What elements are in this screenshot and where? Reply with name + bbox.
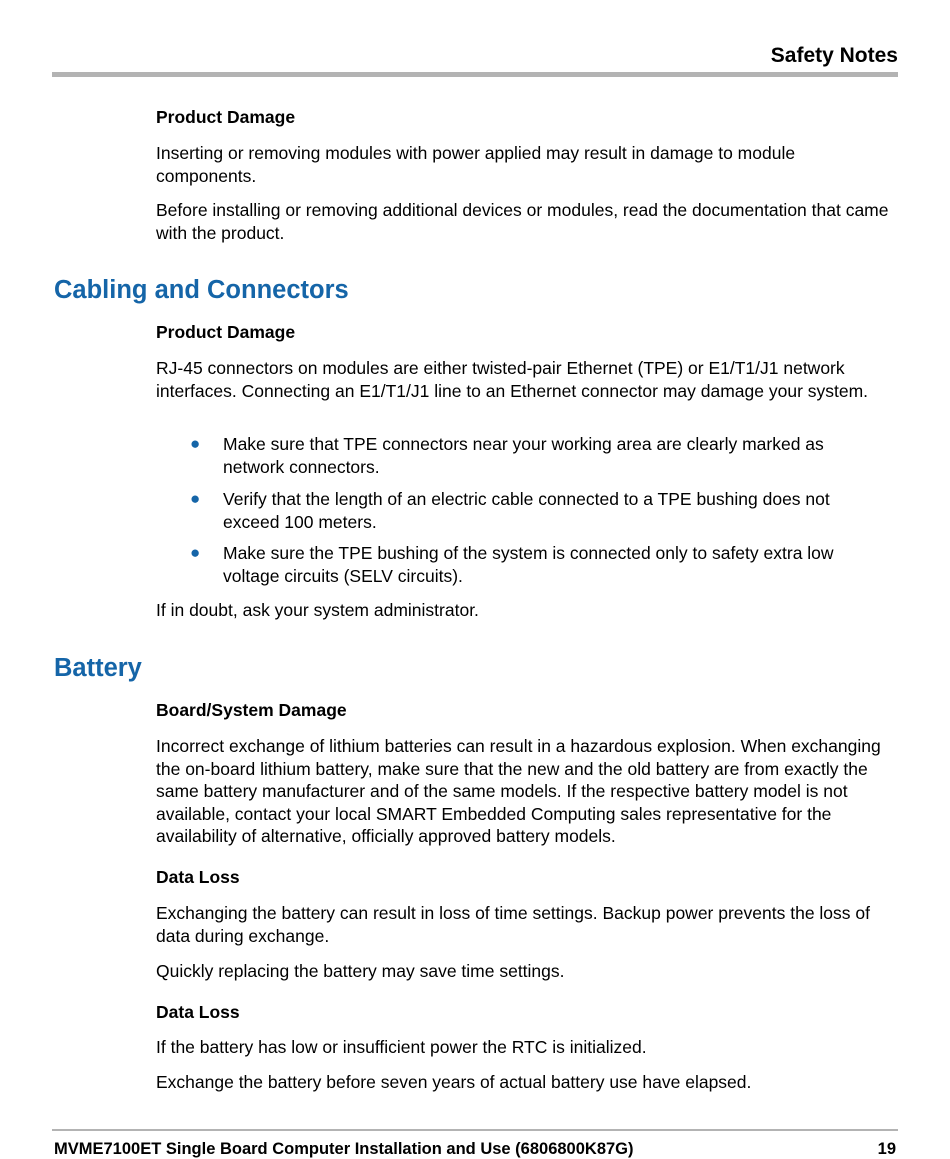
paragraph: Exchange the battery before seven years of actual battery use have elapsed. <box>156 1072 752 1092</box>
paragraph: If in doubt, ask your system administrator. <box>156 600 479 620</box>
paragraph: RJ-45 connectors on modules are either twisted-pair Ethernet (TPE) or E1/T1/J1 network interfaces. Connecting an E1/T1/J1 line to an Ethernet connector may damage your system. <box>156 358 869 401</box>
paragraph: Incorrect exchange of lithium batteries can result in a hazardous explosion. When exchanging the on-board lithium battery, make sure that the new and the old battery are from exactly the same battery manufacturer and of the same models. If the respective battery model is not available, contact your local SMART Embedded Computing sales representative for the availability of alternative, officially approved battery models. <box>156 736 881 846</box>
bullet-dot-icon: ● <box>190 434 201 453</box>
subhead-data-loss: Data Loss <box>156 867 240 887</box>
paragraph: Quickly replacing the battery may save time settings. <box>156 961 565 981</box>
list-item-text: Verify that the length of an electric cable connected to a TPE bushing does not exceed 100 meters. <box>223 489 830 532</box>
subhead-product-damage: Product Damage <box>156 322 296 342</box>
subhead-board-system-damage: Board/System Damage <box>156 700 347 720</box>
header-divider <box>52 72 898 77</box>
section-title-cabling: Cabling and Connectors <box>54 276 349 304</box>
subhead-product-damage: Product Damage <box>156 107 296 127</box>
paragraph: Exchanging the battery can result in loss of time settings. Backup power prevents the loss of data during exchange. <box>156 903 870 946</box>
paragraph: If the battery has low or insufficient power the RTC is initialized. <box>156 1037 647 1057</box>
section-title-battery: Battery <box>54 654 142 682</box>
subhead-data-loss: Data Loss <box>156 1002 240 1022</box>
list-item-text: Make sure that TPE connectors near your working area are clearly marked as network connectors. <box>223 434 824 477</box>
footer-document-title: MVME7100ET Single Board Computer Installation and Use (6806800K87G) <box>54 1140 634 1158</box>
paragraph: Before installing or removing additional devices or modules, read the documentation that came with the product. <box>156 200 889 243</box>
list-item-text: Make sure the TPE bushing of the system is connected only to safety extra low voltage circuits (SELV circuits). <box>223 543 834 586</box>
running-header-title: Safety Notes <box>770 44 898 67</box>
footer-divider <box>52 1129 898 1131</box>
bullet-dot-icon: ● <box>190 489 201 508</box>
bullet-dot-icon: ● <box>190 543 201 562</box>
page-number: 19 <box>877 1140 896 1158</box>
paragraph: Inserting or removing modules with power applied may result in damage to module components. <box>156 143 796 186</box>
